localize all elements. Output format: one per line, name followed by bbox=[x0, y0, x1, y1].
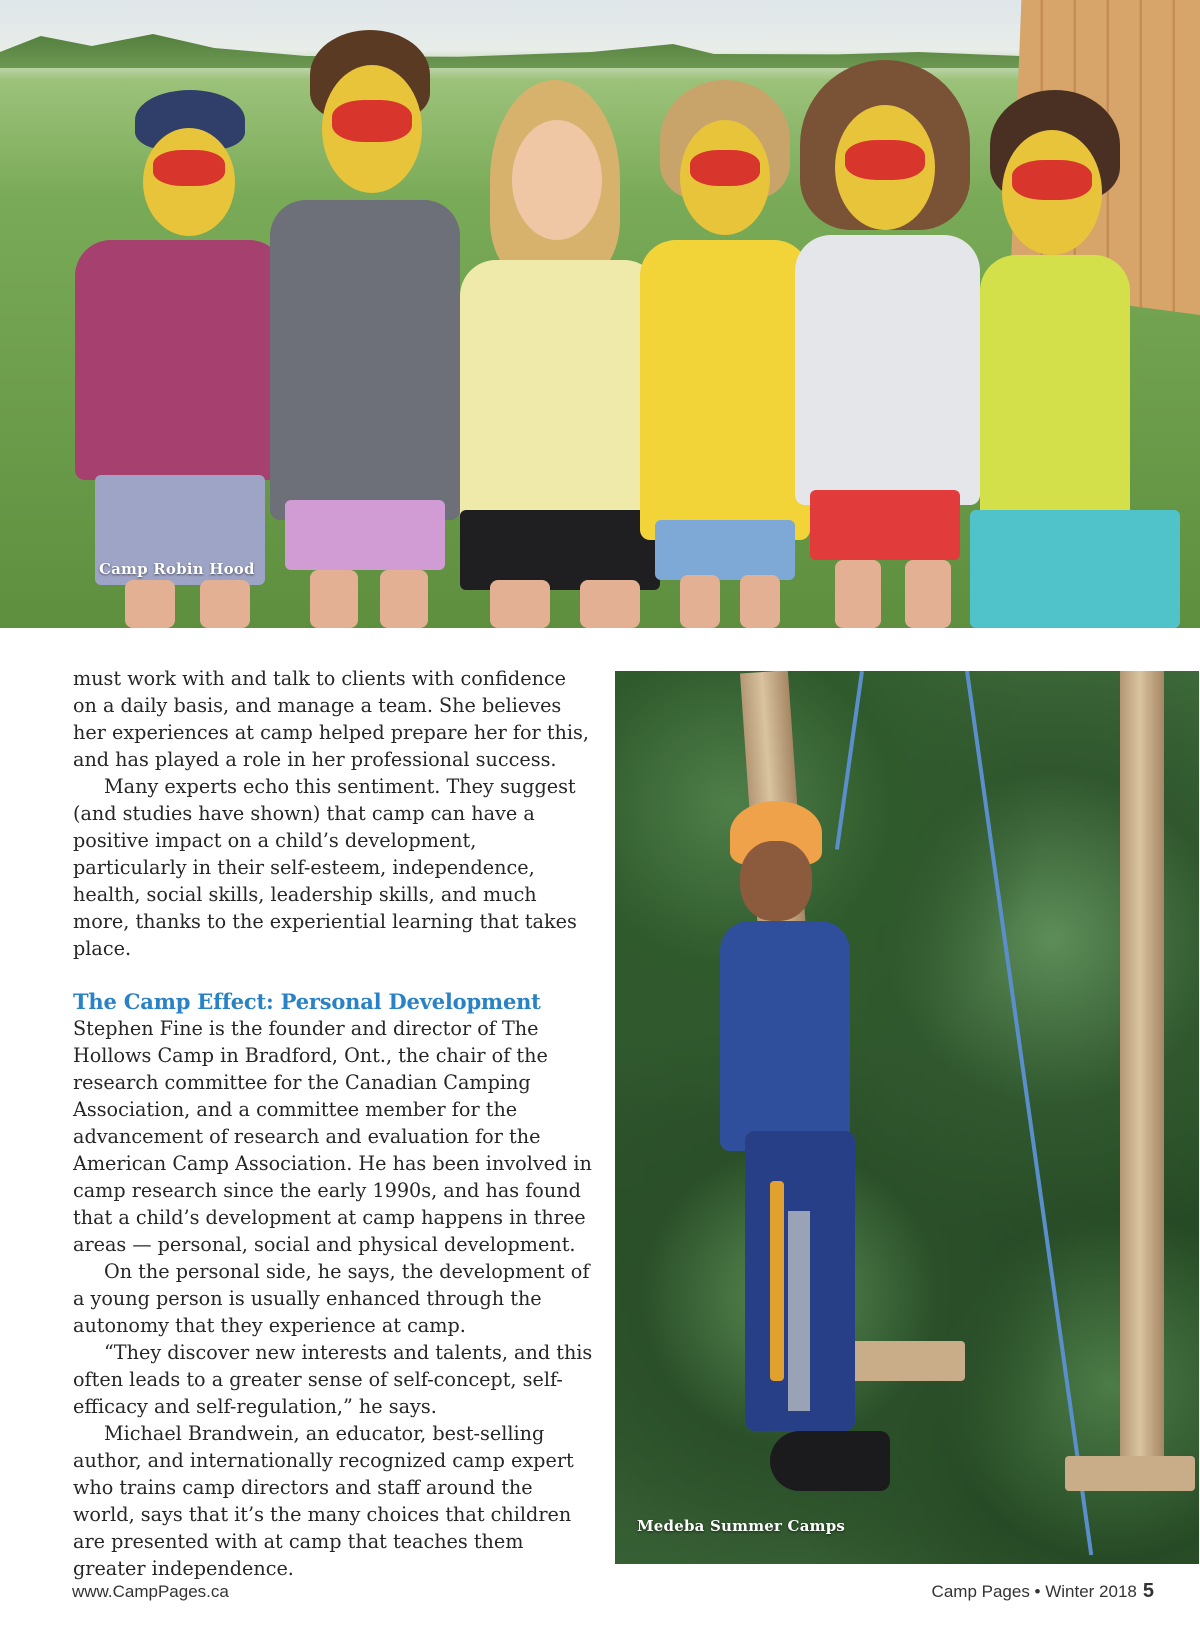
climbing-rope bbox=[965, 671, 1093, 1555]
counselor-figure bbox=[450, 70, 670, 628]
section-heading: The Camp Effect: Personal Development bbox=[73, 989, 541, 1014]
article-paragraph: Michael Brandwein, an educator, best-selling author, and internationally recognized camp expert who trains camp directors and staff around the world, says that it’s the many choices that children are presented with at camp that teaches them greater independence. bbox=[73, 1422, 574, 1580]
photo-caption-top: Camp Robin Hood bbox=[99, 560, 255, 578]
article-paragraph: Many experts echo this sentiment. They suggest (and studies have shown) that camp can have a positive impact on a child’s development, particularly in their self-esteem, independence, health, social skills, leadership skills, and much more, thanks to the experiential learning that takes place. bbox=[73, 775, 577, 960]
camper-figure bbox=[640, 80, 810, 628]
footer-publication: Camp Pages • Winter 2018 bbox=[931, 1582, 1137, 1601]
article-column bbox=[73, 665, 593, 1582]
page-number: 5 bbox=[1142, 1580, 1154, 1602]
article-paragraph: On the personal side, he says, the development of a young person is usually enhanced through the autonomy that they experience at camp. bbox=[73, 1260, 590, 1337]
camper-figure bbox=[960, 90, 1190, 628]
top-photo bbox=[0, 0, 1200, 628]
footer-publication-info bbox=[932, 1580, 1154, 1603]
wooden-pole bbox=[1120, 671, 1164, 1491]
camper-figure bbox=[250, 30, 470, 628]
footer-website: www.CampPages.ca bbox=[72, 1582, 229, 1601]
camper-figure bbox=[790, 60, 980, 628]
climber-figure bbox=[710, 801, 920, 1521]
wooden-platform bbox=[1065, 1456, 1195, 1491]
side-photo bbox=[615, 671, 1199, 1564]
article-quote: “They discover new interests and talents, and this often leads to a greater sense of self-concept, self-efficacy and self-regulation,” he says. bbox=[73, 1341, 593, 1418]
article-paragraph: Stephen Fine is the founder and director of The Hollows Camp in Bradford, Ont., the chair of the research committee for the Canadian Camping Association, and a committee member for the advancement of research and evaluation for the American Camp Association. He has been involved in camp research since the early 1990s, and has found that a child’s development at camp happens in three areas — personal, social and physical development. bbox=[73, 1017, 592, 1256]
article-paragraph: must work with and talk to clients with confidence on a daily basis, and manage a team. She believes her experiences at camp helped prepare her for this, and has played a role in her professional success. bbox=[73, 667, 589, 771]
photo-caption-side: Medeba Summer Camps bbox=[637, 1517, 846, 1535]
